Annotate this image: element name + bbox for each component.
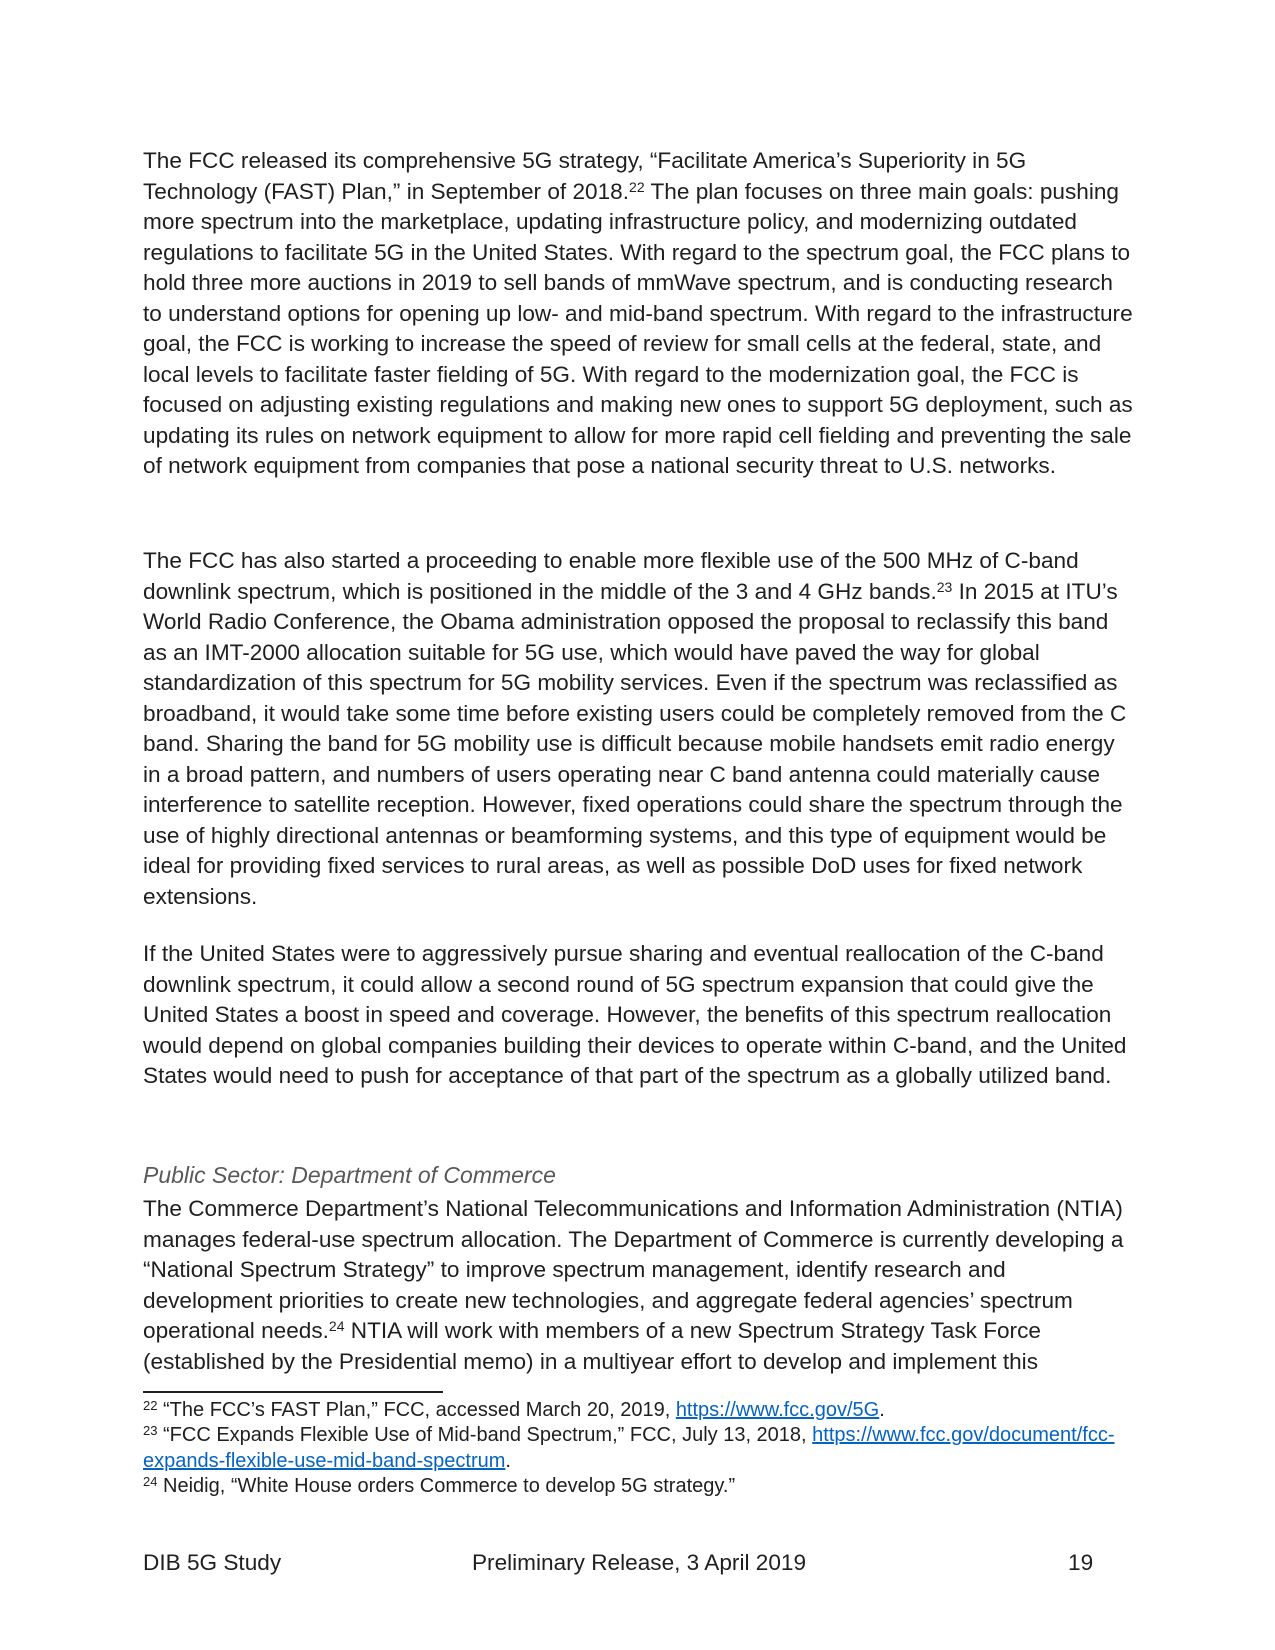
footnote-separator [143, 1391, 443, 1393]
footer-document-title: DIB 5G Study [143, 1550, 282, 1575]
paragraph-reallocation [143, 939, 1135, 1092]
footnote-text: “The FCC’s FAST Plan,” FCC, accessed March 20, 2019, [157, 1399, 676, 1421]
paragraph-text: The Commerce Department’s National Telecommunications and Information Administration (NTIA) manages federal-use spectrum allocation. The Department of Commerce is currently developing a “National Spectrum Strategy” to improve spectrum management, identify research and development priorities to create new technologies, and aggregate federal agencies’ spectrum operational needs. [143, 1196, 1124, 1343]
footnote-text: “FCC Expands Flexible Use of Mid-band Spectrum,” FCC, July 13, 2018, [157, 1424, 813, 1447]
paragraph-text: The FCC has also started a proceeding to enable more flexible use of the 500 MHz of C-band downlink spectrum, which is positioned in the middle of the 3 and 4 GHz bands. [143, 548, 1079, 604]
footnote-22-link[interactable]: https://www.fcc.gov/5G [675, 1399, 880, 1421]
paragraph-text: The FCC released its comprehensive 5G strategy, “Facilitate America’s Superiority in 5G Technology (FAST) Plan,” in September of 2018. [143, 148, 1027, 204]
footer-page-number: 19 [1068, 1550, 1094, 1575]
footnote-24 [143, 1474, 1135, 1499]
paragraph-text: NTIA will work with members of a new Spectrum Strategy Task Force (established by the Presidential memo) in a multiyear effort to develop and implement this [143, 1318, 1041, 1374]
page-footer [143, 1548, 1135, 1578]
footnote-text: Neidig, “White House orders Commerce to develop 5G strategy.” [157, 1475, 736, 1498]
footnote-ref-22: 22 [629, 178, 645, 195]
footnotes-block [143, 1398, 1135, 1500]
footnote-23 [143, 1423, 1135, 1474]
paragraph-text: If the United States were to aggressively pursue sharing and eventual reallocation of the C-band downlink spectrum, it could allow a second round of 5G spectrum expansion that could give the United States a boost in speed and coverage. However, the benefits of this spectrum reallocation would depend on global companies building their devices to operate within C-band, and the United States would need to push for acceptance of that part of the spectrum as a globally utilized band. [143, 941, 1127, 1088]
paragraph-fcc-strategy [143, 146, 1135, 482]
section-heading-commerce: Public Sector: Department of Commerce [143, 1162, 556, 1188]
paragraph-cband-proceeding [143, 546, 1135, 912]
footnote-23-link[interactable]: https://www.fcc.gov/document/fcc-expands-flexible-use-mid-band-spectrum [143, 1424, 1115, 1472]
footnote-number: 23 [143, 1422, 158, 1438]
footnote-text: . [879, 1399, 885, 1421]
footnote-22 [143, 1398, 1135, 1423]
footnote-number: 24 [143, 1473, 158, 1489]
footnote-number: 22 [143, 1397, 158, 1413]
paragraph-text: The plan focuses on three main goals: pushing more spectrum into the marketplace, updating infrastructure policy, and modernizing outdated regulations to facilitate 5G in the United States. With regard to the spectrum goal, the FCC plans to hold three more auctions in 2019 to sell bands of mmWave spectrum, and is conducting research to understand options for opening up low- and mid-band spectrum. With regard to the infrastructure goal, the FCC is working to increase the speed of review for small cells at the federal, state, and local levels to facilitate faster fielding of 5G. With regard to the modernization goal, the FCC is focused on adjusting existing regulations and making new ones to support 5G deployment, such as updating its rules on network equipment to allow for more rapid cell fielding and preventing the sale of network equipment from companies that pose a national security threat to U.S. networks. [143, 178, 1133, 478]
paragraph-ntia [143, 1194, 1135, 1377]
footer-release-info: Preliminary Release, 3 April 2019 [471, 1550, 807, 1575]
footnote-ref-24: 24 [328, 1318, 345, 1334]
footnote-ref-23: 23 [936, 578, 953, 595]
footnote-text: . [505, 1449, 511, 1472]
paragraph-text: In 2015 at ITU’s World Radio Conference, the Obama administration opposed the proposal to reclassify this band as an IMT-2000 allocation suitable for 5G use, which would have paved the way for global standardization of this spectrum for 5G mobility services. Even if the spectrum was reclassified as broadband, it would take some time before existing users could be completely removed from the C band. Sharing the band for 5G mobility use is difficult because mobile handsets emit radio energy in a broad pattern, and numbers of users operating near C band antenna could materially cause interference to satellite reception. However, fixed operations could share the spectrum through the use of highly directional antennas or beamforming systems, and this type of equipment would be ideal for providing fixed services to rural areas, as well as possible DoD uses for fixed network extensions. [143, 578, 1127, 909]
